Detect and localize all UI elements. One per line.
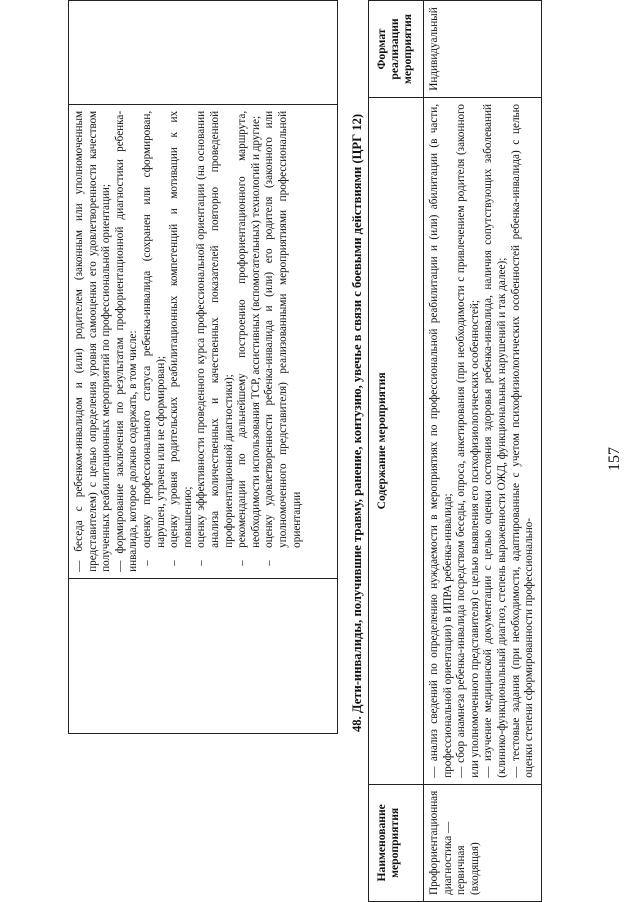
page-number: 157 [606, 447, 623, 471]
list-item: — тестовые задания (при необходимости, адаптированные с учетом психофизиологических особенностей ребенка-инвалида) с целью оценки степени сформированности профессионально- [509, 104, 536, 778]
list-item: — изучение медицинской документации с целью оценки состояния здоровья ребенка-инвалида, наличия сопутствующих заболеваний (клинико-функциональный диагноз, степень выраженности ОЖД, функциональных нарушений и так далее); [482, 104, 508, 778]
list-item: — формирование заключения по результатам профориентационной диагностики ребенка-инвалида, которое должно содержать, в том числе: [113, 110, 140, 572]
activity-name: Профориентационная диагностика — первичная (входящая) [424, 784, 542, 901]
sub-item: – оценку уровня родительских реабилитационных компетенций и мотивации к их повышению; [168, 110, 194, 566]
continued-table [68, 0, 338, 734]
sub-item: – оценку эффективности проведенного курса профессиональной ориентации (на основании анализа количественных и качественных показателей повторно проведенной профориентационной диагностики); [195, 110, 235, 566]
sub-item: – оценку профессионального статуса ребенка-инвалида (сохранен или сформирован, нарушен, утрачен или не сформирован); [140, 110, 167, 566]
activities-table [368, 0, 542, 902]
list-item: — сбор анамнеза ребенка-инвалида посредством беседы, опроса, анкетирования (при необходимости с привлечением родителя (законного или уполномоченного представителя) с целью выявления его психофизиологических особенностей; [455, 104, 481, 778]
sub-item: – рекомендации по дальнейшему построению профориентационного маршрута, необходимости использования ТСР, ассистивных (вспомогательных) технологий и другие; [236, 110, 262, 566]
sub-item: – оценку удовлетворенности ребенка-инвалида и (или) его родителя (законного или уполномоченного представителя) реализованными мероприятиями профессиональной ориентации [263, 110, 303, 566]
activity-content [424, 98, 542, 785]
section-title: 48. Дети-инвалиды, получившие травму, ранение, контузию, увечье в связи с боевыми действиями (ЦРГ 12) [350, 113, 364, 732]
list-item: — анализ сведений по определению нуждаемости в мероприятиях по профессиональной реабилитации и (или) абилитации (в части, профессиональной ориентации) в ИПРА ребенка-инвалида; [428, 104, 454, 778]
column-header: Содержание мероприятия [369, 98, 424, 785]
empty-cell [69, 1, 338, 105]
activity-format: Индивидуальный [424, 1, 542, 98]
list-item: — беседа с ребенком-инвалидом и (или) родителем (законным или уполномоченным представителем) с целью определения уровня самооценки его удовлетворенности качеством полученных реабилитационных мероприятий по профессиональной ориентации; [73, 110, 113, 572]
content-cell [69, 104, 338, 578]
table-row [424, 1, 542, 902]
column-header: Формат реализации мероприятия [369, 1, 424, 98]
column-header: Наименование мероприятия [369, 784, 424, 901]
empty-cell [69, 578, 338, 733]
